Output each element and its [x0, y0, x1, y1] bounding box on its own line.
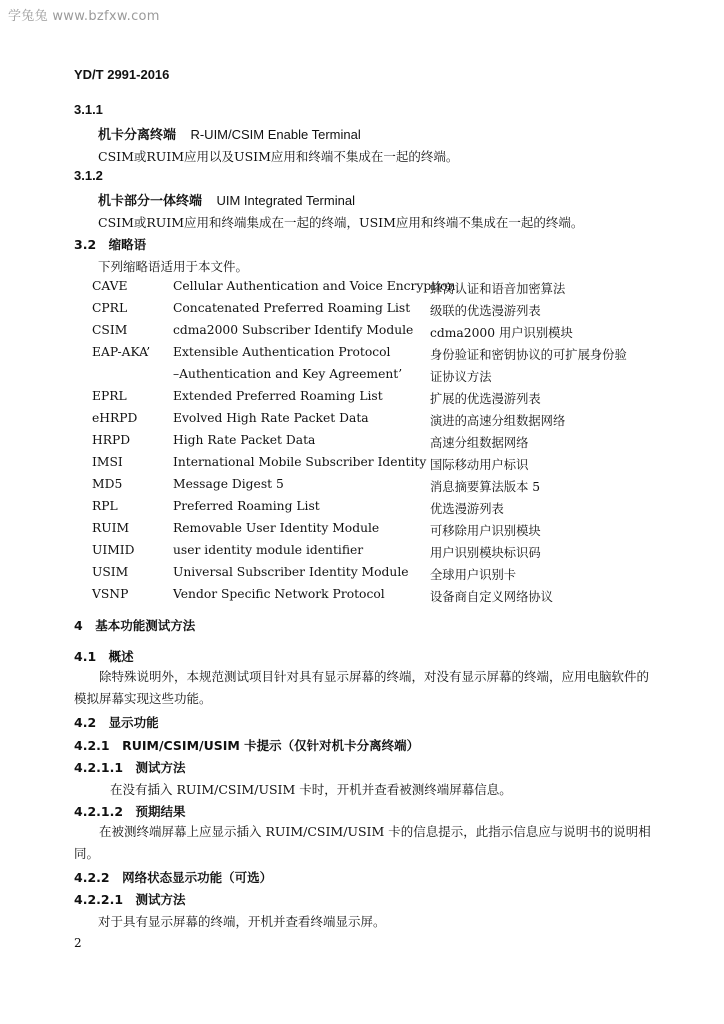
abbr-english: International Mobile Subscriber Identity	[173, 455, 427, 469]
page-number: 2	[74, 936, 82, 950]
abbr-chinese: 国际移动用户标识	[430, 458, 529, 472]
abbr-chinese: 用户识别模块标识码	[430, 546, 541, 560]
abbr-chinese: 证协议方法	[430, 370, 492, 384]
abbr-english: user identity module identifier	[173, 543, 364, 557]
abbreviations-table	[92, 279, 692, 609]
term-zh: 机卡部分一体终端	[98, 194, 203, 209]
section-heading-4-2-1: 4.2.1 RUIM/CSIM/USIM 卡提示（仅针对机卡分离终端）	[74, 738, 420, 753]
abbr-chinese: 演进的高速分组数据网络	[430, 414, 566, 428]
abbr-english: Cellular Authentication and Voice Encryption	[173, 279, 456, 293]
abbr-chinese: 蜂窝认证和语音加密算法	[430, 282, 566, 296]
abbr: HRPD	[92, 433, 131, 447]
abbr: CAVE	[92, 279, 128, 293]
abbr-chinese: 级联的优选漫游列表	[430, 304, 541, 318]
term-3-1-2	[98, 190, 355, 209]
abbr: MD5	[92, 477, 123, 491]
term-en: UIM Integrated Terminal	[216, 193, 355, 208]
section-number-3-1-2: 3.1.2	[74, 168, 103, 183]
abbr: IMSI	[92, 455, 123, 469]
abbr-english: Extended Preferred Roaming List	[173, 389, 383, 403]
abbr-chinese: 高速分组数据网络	[430, 436, 529, 450]
section-heading-4-2: 4.2 显示功能	[74, 715, 159, 730]
abbr-chinese: cdma2000 用户识别模块	[430, 326, 573, 340]
abbr-english: High Rate Packet Data	[173, 433, 316, 447]
abbr-chinese: 扩展的优选漫游列表	[430, 392, 541, 406]
abbr-english: Evolved High Rate Packet Data	[173, 411, 369, 425]
definition-3-1-1: CSIM或RUIM应用以及USIM应用和终端不集成在一起的终端。	[98, 149, 459, 164]
abbr-chinese: 设备商自定义网络协议	[430, 590, 553, 604]
abbr-english: Concatenated Preferred Roaming List	[173, 301, 411, 315]
abbr-chinese: 优选漫游列表	[430, 502, 504, 516]
abbr-english: Vendor Specific Network Protocol	[173, 587, 385, 601]
abbr: eHRPD	[92, 411, 138, 425]
definition-3-1-2: CSIM或RUIM应用和终端集成在一起的终端，USIM应用和终端不集成在一起的终端。	[98, 215, 584, 230]
abbr-chinese: 全球用户识别卡	[430, 568, 517, 582]
term-en: R-UIM/CSIM Enable Terminal	[190, 127, 361, 142]
paragraph-4-2-2-1: 对于具有显示屏幕的终端，开机并查看终端显示屏。	[98, 914, 386, 929]
abbr: RUIM	[92, 521, 130, 535]
section-heading-4-2-2-1: 4.2.2.1 测试方法	[74, 892, 186, 907]
abbr-chinese: 消息摘要算法版本 5	[430, 480, 541, 494]
abbreviations-intro: 下列缩略语适用于本文件。	[98, 259, 249, 274]
abbr: EPRL	[92, 389, 127, 403]
paragraph-4-2-1-2: 在被测终端屏幕上应显示插入 RUIM/CSIM/USIM 卡的信息提示，此指示信息应与说明书的说明相同。	[74, 824, 651, 861]
abbr-chinese: 可移除用户识别模块	[430, 524, 541, 538]
abbr: USIM	[92, 565, 129, 579]
abbr: EAP-AKA’	[92, 345, 151, 359]
abbr: CPRL	[92, 301, 128, 315]
abbr: CSIM	[92, 323, 128, 337]
abbr-english: –Authentication and Key Agreement’	[173, 367, 403, 381]
abbr: VSNP	[92, 587, 129, 601]
paragraph-4-2-1-1: 在没有插入 RUIM/CSIM/USIM 卡时，开机并查看被测终端屏幕信息。	[110, 782, 512, 797]
section-heading-4-1: 4.1 概述	[74, 649, 134, 664]
abbr-english: Preferred Roaming List	[173, 499, 320, 513]
abbr-english: cdma2000 Subscriber Identify Module	[173, 323, 414, 337]
section-heading-4-2-2: 4.2.2 网络状态显示功能（可选）	[74, 870, 273, 885]
term-zh: 机卡分离终端	[98, 128, 177, 143]
section-heading-4-2-1-1: 4.2.1.1 测试方法	[74, 760, 186, 775]
abbr-chinese: 身份验证和密钥协议的可扩展身份验	[430, 348, 627, 362]
watermark: 学兔兔 www.bzfxw.com	[8, 9, 160, 24]
abbr-english: Extensible Authentication Protocol	[173, 345, 391, 359]
section-number-3-1-1: 3.1.1	[74, 102, 103, 117]
section-heading-3-2: 3.2 缩略语	[74, 237, 147, 252]
term-3-1-1	[98, 124, 361, 143]
abbr: RPL	[92, 499, 118, 513]
document-code: YD/T 2991-2016	[74, 67, 170, 82]
section-heading-4-2-1-2: 4.2.1.2 预期结果	[74, 804, 186, 819]
abbr: UIMID	[92, 543, 135, 557]
abbr-english: Message Digest 5	[173, 477, 284, 491]
paragraph-4-1: 除特殊说明外，本规范测试项目针对具有显示屏幕的终端，对没有显示屏幕的终端，应用电脑软件的模拟屏幕实现这些功能。	[74, 669, 650, 706]
abbr-english: Universal Subscriber Identity Module	[173, 565, 409, 579]
section-heading-4: 4 基本功能测试方法	[74, 618, 196, 633]
abbr-english: Removable User Identity Module	[173, 521, 380, 535]
